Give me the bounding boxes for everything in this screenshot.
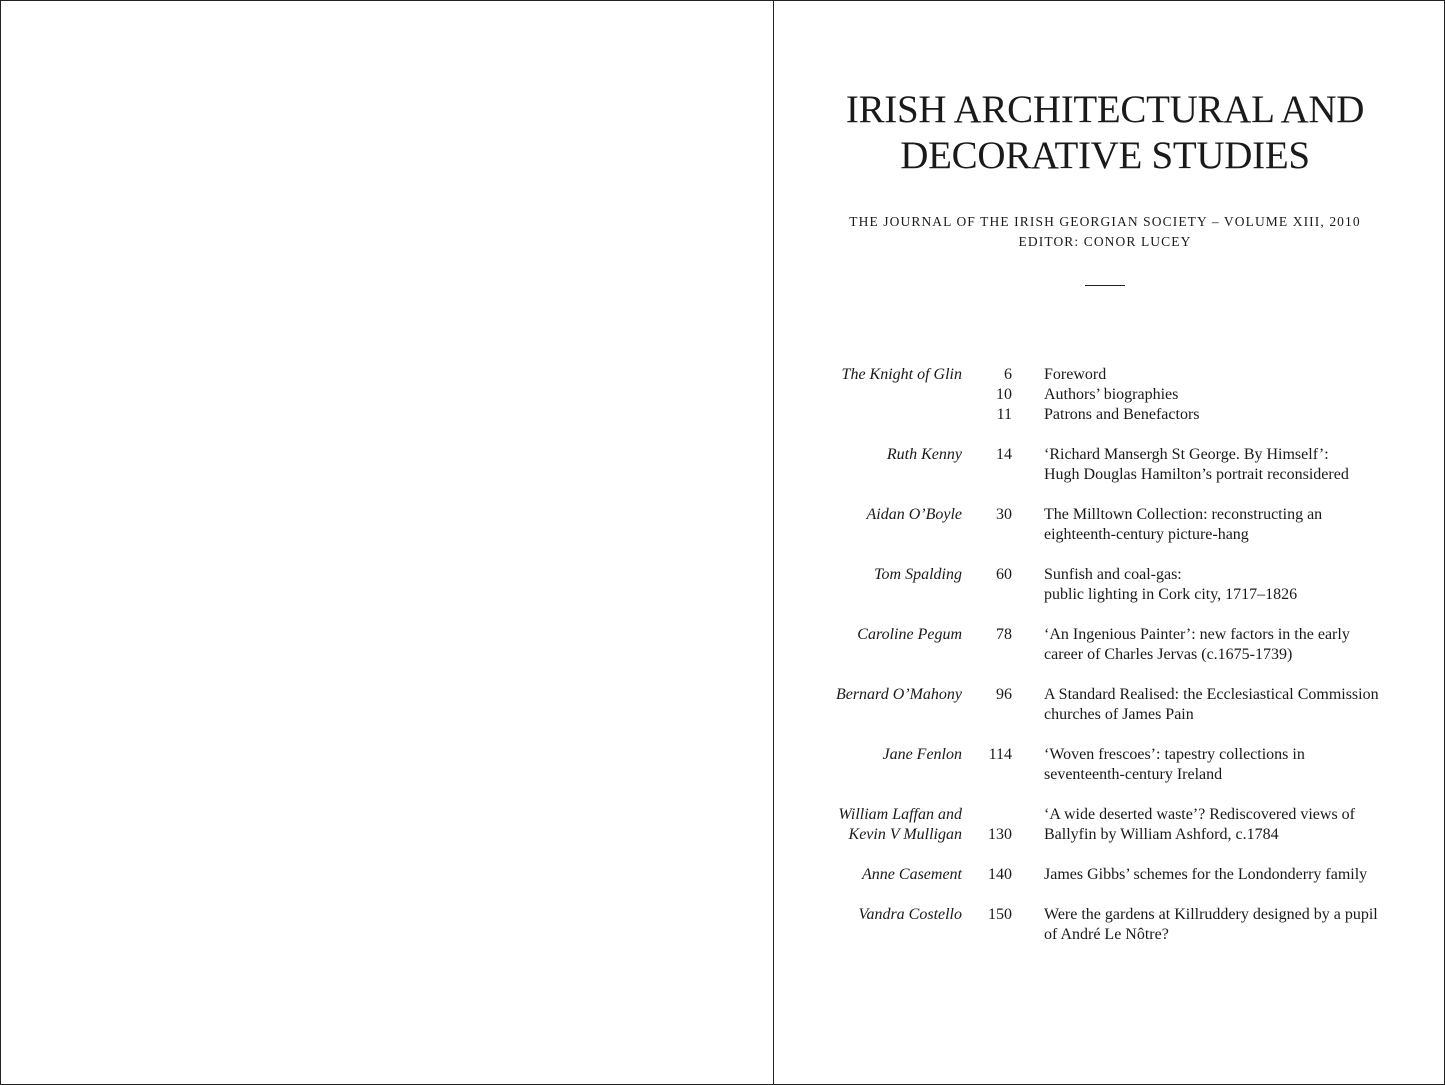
journal-title (774, 87, 1436, 179)
toc-author-line: Caroline Pegum (857, 626, 962, 643)
toc-line (774, 685, 1444, 705)
toc-author-line: Aidan O’Boyle (866, 506, 962, 523)
toc-author-line: Vandra Costello (858, 906, 962, 923)
toc-article-title: Hugh Douglas Hamilton’s portrait reconsidered (1044, 466, 1349, 483)
toc-entry (774, 745, 1444, 785)
toc-line (774, 585, 1444, 605)
toc-author-line: Jane Fenlon (882, 746, 962, 763)
toc-entry (774, 505, 1444, 545)
right-page (774, 1, 1444, 1084)
toc-article-title: ‘A wide deserted waste’? Rediscovered views of (1044, 806, 1355, 823)
toc-page-number: 30 (996, 506, 1012, 523)
toc-line (774, 405, 1444, 425)
toc-line (774, 765, 1444, 785)
toc-page-number: 150 (988, 906, 1012, 923)
toc-article-title: career of Charles Jervas (c.1675-1739) (1044, 646, 1293, 663)
journal-editor-line: EDITOR: CONOR LUCEY (1018, 234, 1192, 249)
toc-entry (774, 365, 1444, 425)
toc-line (774, 525, 1444, 545)
toc-author-line: Tom Spalding (874, 566, 962, 583)
toc-line (774, 805, 1444, 825)
toc-page-number: 6 (1004, 366, 1012, 383)
toc-entry (774, 805, 1444, 845)
toc-line (774, 625, 1444, 645)
toc-article-title: A Standard Realised: the Ecclesiastical Commission (1044, 686, 1379, 703)
toc-article-title: Foreword (1044, 366, 1107, 383)
toc-author-line: Bernard O’Mahony (835, 686, 962, 703)
toc-page-number: 96 (996, 686, 1012, 703)
toc-line (774, 465, 1444, 485)
journal-volume-line: THE JOURNAL OF THE IRISH GEORGIAN SOCIETY – VOLUME XIII, 2010 (849, 214, 1361, 229)
toc-article-title: ‘Richard Mansergh St George. By Himself’: (1044, 446, 1329, 463)
toc-line (774, 445, 1444, 465)
toc-line (774, 645, 1444, 665)
journal-title-line-1: IRISH ARCHITECTURAL AND (845, 88, 1365, 131)
journal-title-line-2: DECORATIVE STUDIES (900, 134, 1310, 177)
toc-page-number: 140 (988, 866, 1012, 883)
toc-author-line: The Knight of Glin (841, 366, 962, 383)
toc-line (774, 745, 1444, 765)
toc-entry (774, 865, 1444, 885)
toc-page-number: 11 (996, 406, 1012, 423)
toc-article-title: ‘Woven frescoes’: tapestry collections in (1044, 746, 1305, 763)
table-of-contents (774, 365, 1444, 965)
toc-article-title: of André Le Nôtre? (1044, 926, 1169, 943)
toc-article-title: Were the gardens at Killruddery designed by a pupil (1044, 906, 1378, 923)
toc-page-number: 114 (988, 746, 1012, 763)
toc-article-title: Authors’ biographies (1044, 386, 1179, 403)
toc-entry (774, 445, 1444, 485)
toc-author-line: William Laffan and (838, 806, 962, 823)
toc-entry (774, 905, 1444, 945)
toc-article-title: public lighting in Cork city, 1717–1826 (1044, 586, 1298, 603)
toc-article-title: James Gibbs’ schemes for the Londonderry family (1044, 866, 1368, 883)
journal-subtitle (774, 212, 1436, 252)
toc-entry (774, 565, 1444, 605)
toc-article-title: ‘An Ingenious Painter’: new factors in the early (1044, 626, 1350, 643)
toc-article-title: seventeenth-century Ireland (1044, 766, 1223, 783)
toc-article-title: churches of James Pain (1044, 706, 1194, 723)
toc-article-title: Ballyfin by William Ashford, c.1784 (1044, 826, 1279, 843)
toc-page-number: 14 (996, 446, 1012, 463)
toc-entry (774, 685, 1444, 725)
left-page-blank (1, 1, 773, 1084)
toc-author-line: Kevin V Mulligan (848, 826, 962, 843)
toc-line (774, 365, 1444, 385)
toc-article-title: Sunfish and coal-gas: (1044, 566, 1182, 583)
toc-article-title: The Milltown Collection: reconstructing an (1044, 506, 1323, 523)
toc-line (774, 385, 1444, 405)
toc-page-number: 10 (996, 386, 1012, 403)
toc-entry (774, 625, 1444, 665)
toc-page-number: 130 (988, 826, 1012, 843)
toc-line (774, 505, 1444, 525)
toc-page-number: 60 (996, 566, 1012, 583)
toc-article-title: eighteenth-century picture-hang (1044, 526, 1249, 543)
toc-page-number: 78 (996, 626, 1012, 643)
toc-line (774, 905, 1444, 925)
toc-author-line: Anne Casement (862, 866, 962, 883)
title-divider-rule (1085, 285, 1125, 286)
toc-line (774, 925, 1444, 945)
toc-line (774, 705, 1444, 725)
toc-article-title: Patrons and Benefactors (1044, 406, 1200, 423)
toc-line (774, 865, 1444, 885)
toc-line (774, 825, 1444, 845)
toc-author-line: Ruth Kenny (886, 446, 962, 463)
toc-line (774, 565, 1444, 585)
